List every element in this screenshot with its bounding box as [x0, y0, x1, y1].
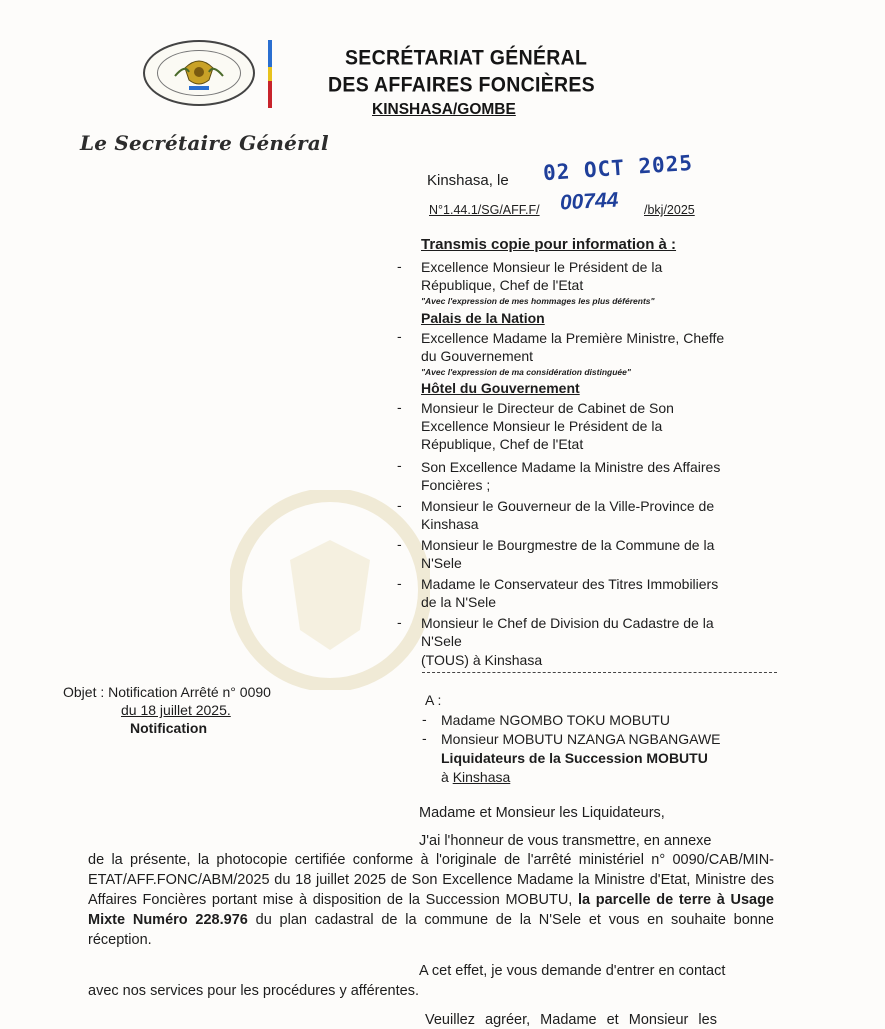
flag-color-bar — [268, 40, 272, 108]
list-item: Madame le Conservateur des Titres Immobiliers — [421, 576, 719, 592]
courtesy-note: "Avec l'expression de mes hommages les plus déférents" — [421, 296, 655, 306]
list-item: Son Excellence Madame la Ministre des Affaires — [421, 459, 721, 475]
list-item: Excellence Madame la Première Ministre, Cheffe — [421, 330, 725, 346]
list-item: Monsieur le Gouverneur de la Ville-Province de — [421, 498, 715, 514]
signatory-title: Le Secrétaire Général — [80, 131, 329, 155]
list-bullet: - — [397, 399, 402, 415]
recipient-place: Hôtel du Gouvernement — [421, 380, 580, 396]
distribution-heading: Transmis copie pour information à : — [421, 236, 677, 253]
list-bullet: - — [397, 614, 402, 630]
list-bullet: - — [397, 536, 402, 552]
list-item: du Gouvernement — [421, 348, 534, 364]
body-paragraph: de la présente, la photocopie certifiée conforme à l'originale de l'arrêté ministériel n° 0090/CAB/MIN-ETAT/AFF.FONC/ABM/2025 du 18 juillet 2025 de Son Excellence Madame la Ministre d'Etat, Ministre des Affaires Foncières portant mise à disposition de la Succession MOBUTU, la parcelle de terre à Usage Mixte Numéro 228.976 du plan cadastral de la commune de la N'Sele et vous en souhaite bonne réception. — [88, 852, 774, 948]
list-bullet: - — [397, 457, 402, 473]
list-item: Foncières ; — [421, 477, 491, 493]
coat-of-arms-seal-icon — [143, 40, 255, 106]
subject-title: Notification — [130, 720, 207, 736]
list-item: N'Sele — [421, 633, 462, 649]
list-item: République, Chef de l'Etat — [421, 277, 584, 293]
dateline-city: Kinshasa, le — [427, 172, 509, 189]
recipient-place: Palais de la Nation — [421, 310, 545, 326]
paragraph-indent-line: J'ai l'honneur de vous transmettre, en annexe — [419, 833, 712, 849]
list-item: Monsieur le Bourgmestre de la Commune de la — [421, 537, 715, 553]
recipient-role: Liquidateurs de la Succession MOBUTU — [441, 750, 708, 766]
date-stamp: 02 OCT 2025 — [542, 150, 694, 186]
reference-prefix: N°1.44.1/SG/AFF.F/ — [429, 203, 540, 217]
separator-line — [422, 672, 777, 673]
list-item: République, Chef de l'Etat — [421, 436, 584, 452]
closing-formula: Veuillez agréer, Madame et Monsieur les — [425, 1012, 717, 1028]
salutation: Madame et Monsieur les Liquidateurs, — [419, 805, 665, 821]
body-paragraph: avec nos services pour les procédures y afférentes. — [88, 983, 419, 999]
list-item: Kinshasa — [421, 516, 479, 532]
distribution-closing: (TOUS) à Kinshasa — [421, 652, 543, 668]
paragraph-indent-line: A cet effet, je vous demande d'entrer en contact — [419, 963, 726, 979]
recipient-name: Monsieur MOBUTU NZANGA NGBANGAWE — [441, 731, 721, 747]
list-item: Monsieur le Directeur de Cabinet de Son — [421, 400, 674, 416]
list-bullet: - — [397, 575, 402, 591]
recipients-heading: A : — [425, 692, 442, 708]
list-item: de la N'Sele — [421, 594, 497, 610]
org-name-line1: SECRÉTARIAT GÉNÉRAL — [345, 46, 588, 70]
subject-label: Objet : Notification Arrêté n° 0090 — [63, 684, 271, 700]
recipient-place: à Kinshasa — [441, 769, 511, 785]
courtesy-note: "Avec l'expression de ma considération distinguée" — [421, 367, 631, 377]
list-bullet: - — [397, 328, 402, 344]
list-bullet: - — [397, 497, 402, 513]
reference-number: 00744 — [559, 188, 619, 215]
list-item: Excellence Monsieur le Président de la — [421, 259, 663, 275]
list-bullet: - — [422, 730, 427, 746]
list-item: N'Sele — [421, 555, 462, 571]
org-location: KINSHASA/GOMBE — [372, 101, 516, 118]
org-name-line2: DES AFFAIRES FONCIÈRES — [328, 73, 595, 97]
list-bullet: - — [422, 711, 427, 727]
list-item: Excellence Monsieur le Président de la — [421, 418, 663, 434]
reference-suffix: /bkj/2025 — [644, 203, 695, 217]
recipient-name: Madame NGOMBO TOKU MOBUTU — [441, 712, 670, 728]
list-item: Monsieur le Chef de Division du Cadastre de la — [421, 615, 714, 631]
list-bullet: - — [397, 258, 402, 274]
subject-date: du 18 juillet 2025. — [121, 702, 231, 718]
